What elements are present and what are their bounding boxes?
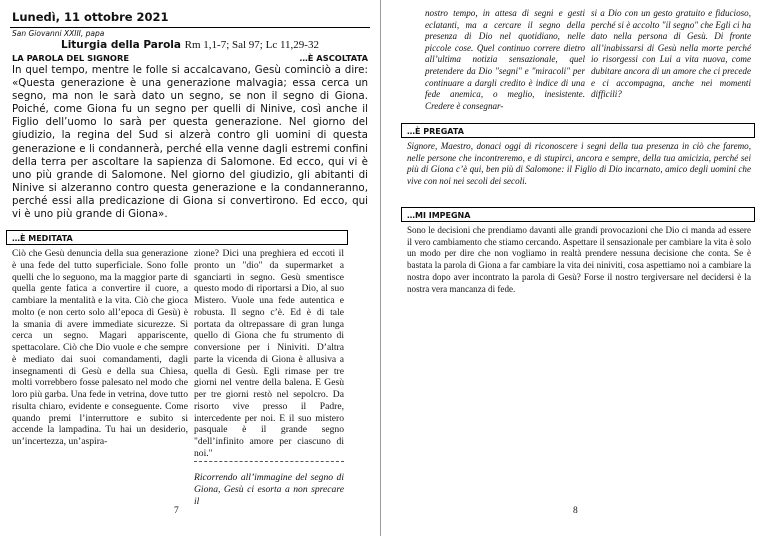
- commitment-text: Sono le decisioni che prendiamo davanti alle grandi provocazioni che Dio ci manda ad essere il vero cambiamento che stiamo cercando. Aspettare il sensazionale per cambiare la vita è solo un modo per dire che non vogliamo in realtà prendere nessuna decisione che conta. Se è bastata la parola di Giona a far cambiare la vita dei niniviti, cosa aspettiamo noi a cambiare la nostra dopo aver incontrato la parola di Gesù? Forse il nostro tergiversare nel decidersi è la nostra vera mancanza di fede.: [407, 225, 751, 294]
- meditation-column-1: Ciò che Gesù denuncia della sua generazione è una fede del tutto superficiale. Sono folle quelli che lo seguono, ma la maggior parte di quella gente fatica a convertire il cuore, a cambiare la mentalità e la vita. Ciò che gioca molto (e non certo solo all’epoca di Gesù) è la smania di avere immediate sicurezze. Si cerca un segno. Magari appariscente, spettacolare. Ciò che Dio vuole e che sempre è mediato dai suoi comandamenti, dagli insegnamenti di Gesù e della sua Chiesa, molti vorrebbero fosse palesato nel modo che loro più garba. Una fede in vetrina, dove tutto risulta chiaro, evidente e conseguente. Come quando premi l’interruttore e subito si accende la lampadina. Tu hai un desiderio, un’incertezza, un’aspira-: [12, 248, 188, 447]
- right-page: [381, 0, 761, 536]
- page-date: Lunedì, 11 ottobre 2021: [12, 10, 169, 24]
- left-page: [0, 0, 380, 536]
- prayer-text: Signore, Maestro, donaci oggi di riconoscere i segni della tua presenza in ciò che faremo, nelle persone che incontreremo, e di stupirci, ancora e sempre, della tua amicizia, perché sei più di Giona c’è qui, ben più di Salomone: il Figlio di Dio incarnato, amico degli uomini che vive con noi nei secoli dei secoli.: [407, 141, 751, 187]
- meditation-column-2-italic: Ricorrendo all’immagine del segno di Giona, Gesù ci esorta a non sprecare il: [194, 472, 344, 507]
- meditation-divider: [194, 461, 344, 462]
- saint-of-day: San Giovanni XXIII, papa: [12, 29, 105, 38]
- section-word-of-lord: LA PAROLA DEL SIGNORE: [12, 53, 130, 63]
- commitment-header: …MI IMPEGNA: [401, 207, 755, 222]
- page-number-left: 7: [174, 506, 179, 516]
- liturgy-line: [0, 39, 380, 51]
- meditation-column-2: zione? Dici una preghiera ed eccoti il pronto un "dio" da supermarket a sganciarti in segno. Gesù smentisce questo modo di riportarsi a Dio, al suo Mistero. Vuole una fede autentica e robusta. Il segno c’è. Ed è di tale portata da oltrepassare di gran lunga quello di Giona che fu strumento di conversione per i Niniviti. D’altra parte la vicenda di Giona è allusiva a quella di Gesù. Egli rimase per tre giorni nel ventre della balena. E Gesù per tre giorni restò nel sepolcro. Da risorto vive presso il Padre, intercedente per noi. E il suo mistero pasquale è il grande segno "dell’infinito amore per ciascuno di noi.": [194, 248, 344, 459]
- prayed-header: …È PREGATA: [401, 123, 755, 138]
- gospel-text: In quel tempo, mentre le folle si accalcavano, Gesù cominciò a dire: «Questa generazione è una generazione malvagia; essa cerca un segno, ma non le sarà dato un segno, se non il segno di Giona. Poiché, come Giona fu un segno per quelli di Ninive, così anche il Figlio dell’uomo lo sarà per questa generazione. Nel giorno del giudizio, la regina del Sud si alzerà contro gli uomini di questa generazione e li condannerà, perché ella venne dagli estremi confini della terra per ascoltare la sapienza di Salomone. Ed ecco, qui vi è uno più grande di Salomone. Nel giorno del giudizio, gli abitanti di Ninive si alzeranno contro questa generazione e la condanneranno, perché essi alla predicazione di Giona si convertirono. Ed ecco, qui vi è uno più grande di Giona».: [12, 64, 368, 221]
- reflection-column-2: si a Dio con un gesto gratuito e fiducioso, perché si è accolto "il segno" che Egli ci ha dato nella persona di Gesù. Di fronte all’inabissarsi di Gesù nella morte perché io risorgessi con Lui a vita nuova, come dubitare ancora di un amore che ci precede e ci accompagna, anche nei momenti difficili?: [591, 8, 751, 100]
- liturgy-refs: Rm 1,1-7; Sal 97; Lc 11,29-32: [184, 39, 319, 51]
- liturgy-label: Liturgia della Parola: [61, 39, 181, 51]
- header-rule: [10, 27, 370, 28]
- page-number-right: 8: [573, 506, 578, 516]
- meditated-header: …È MEDITATA: [6, 230, 348, 245]
- section-listened: …È ASCOLTATA: [299, 53, 368, 63]
- reflection-column-1: nostro tempo, in attesa di segni e gesti eclatanti, ma a cercare il segno della presenza di Dio nel quotidiano, nelle piccole cose. Quel continuo correre dietro all’ultima notizia sensazionale, quel pretendere da Dio "segni" e "miracoli" per continuare a dargli credito è indice di una fede anemica, o meglio, inesistente. Credere è consegnar-: [425, 8, 585, 111]
